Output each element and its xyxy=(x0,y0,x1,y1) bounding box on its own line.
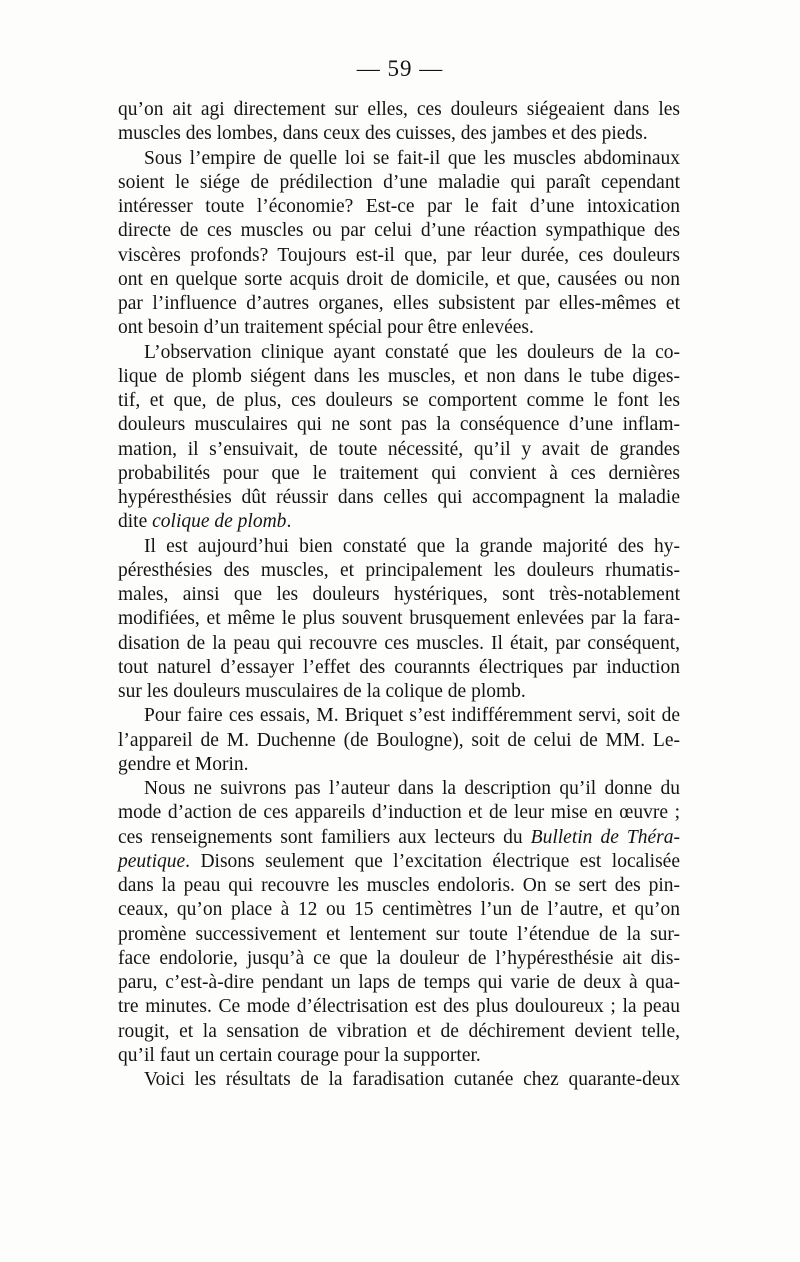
text-line xyxy=(118,850,680,874)
line-text: hypéresthésies dût réussir dans celles qui accompagnent la maladie xyxy=(118,487,680,508)
italic-title: colique de plomb xyxy=(152,511,287,533)
line-text: qu’il faut un certain courage pour la supporter. xyxy=(118,1044,481,1066)
text-line xyxy=(118,171,680,195)
line-text: mation, il s’ensuivait, de toute nécessité, qu’il y avait de grandes xyxy=(118,438,680,460)
line-text: soient le siége de prédilection d’une maladie qui paraît cependant xyxy=(118,171,680,193)
text-line xyxy=(118,341,680,365)
line-text: Il est aujourd’hui bien constaté que la grande majorité des hy- xyxy=(144,535,680,557)
line-text: intéresser toute l’économie? Est-ce par le fait d’une intoxication xyxy=(118,196,680,217)
text-line xyxy=(118,801,680,825)
text-line xyxy=(118,147,680,171)
text-line xyxy=(118,413,680,437)
text-line xyxy=(118,898,680,922)
line-text: Voici les résultats de la faradisation cutanée chez quarante-deux xyxy=(144,1069,680,1090)
text-line xyxy=(118,656,680,680)
line-text: males, ainsi que les douleurs hystériques, sont très-notablement xyxy=(118,584,680,605)
text-line xyxy=(118,292,680,316)
text-line xyxy=(118,947,680,971)
text-line xyxy=(118,389,680,413)
line-text-after: . xyxy=(286,511,292,533)
text-line xyxy=(118,559,680,583)
line-text-after: . Disons seulement que l’excitation électrique est localisée xyxy=(185,850,680,872)
text-line xyxy=(118,583,680,607)
line-text: paru, c’est-à-dire pendant un laps de temps qui varie de deux à qua- xyxy=(118,972,680,993)
line-text: disation de la peau qui recouvre ces muscles. Il était, par conséquent, xyxy=(118,632,680,654)
line-text: tif, et que, de plus, ces douleurs se comportent comme le font les xyxy=(118,390,680,411)
page-number: — 59 — xyxy=(356,56,444,81)
line-text: l’appareil de M. Duchenne (de Boulogne), soit de celui de MM. Le- xyxy=(118,729,680,751)
line-text: dite xyxy=(118,511,153,533)
line-text: directe de ces muscles ou par celui d’une réaction sympathique des xyxy=(118,220,680,242)
line-text: L’observation clinique ayant constaté que les douleurs de la co- xyxy=(144,341,680,363)
line-text: lique de plomb siégent dans les muscles, et non dans le tube diges- xyxy=(118,365,680,387)
line-text: mode d’action de ces appareils d’induction et de leur mise en œuvre ; xyxy=(118,802,680,824)
text-line xyxy=(118,510,680,534)
line-text: ont besoin d’un traitement spécial pour être enlevées. xyxy=(118,317,534,339)
line-text: promène successivement et lentement sur toute l’étendue de la sur- xyxy=(118,923,680,945)
text-line xyxy=(118,923,680,947)
text-line xyxy=(118,826,680,850)
text-line xyxy=(118,438,680,462)
line-text: tout naturel d’essayer l’effet des courannts électriques par induction xyxy=(118,656,680,678)
line-text: sur les douleurs musculaires de la colique de plomb. xyxy=(118,681,526,702)
line-text: viscères profonds? Toujours est-il que, par leur durée, ces douleurs xyxy=(118,244,680,266)
line-text: gendre et Morin. xyxy=(118,753,249,775)
text-line xyxy=(118,244,680,268)
text-line xyxy=(118,219,680,243)
text-line xyxy=(118,1068,680,1092)
line-text: ces renseignements sont familiers aux lecteurs du xyxy=(118,826,531,848)
line-text: ceaux, qu’on place à 12 ou 15 centimètres l’un de l’autre, et qu’on xyxy=(118,899,680,921)
text-line xyxy=(118,316,680,340)
text-line xyxy=(118,535,680,559)
text-line xyxy=(118,753,680,777)
text-line xyxy=(118,632,680,656)
line-text: modifiées, et même le plus souvent brusquement enlevées par la fara- xyxy=(118,608,680,630)
text-line xyxy=(118,995,680,1019)
line-text: Sous l’empire de quelle loi se fait-il que les muscles abdominaux xyxy=(144,147,680,169)
line-text: dans la peau qui recouvre les muscles endoloris. On se sert des pin- xyxy=(118,875,680,896)
text-line xyxy=(118,971,680,995)
line-text: face endolorie, jusqu’à ce que la douleur de l’hypéresthésie ait dis- xyxy=(118,947,680,969)
line-text: par l’influence d’autres organes, elles subsistent par elles-mêmes et xyxy=(118,293,680,314)
text-line xyxy=(118,729,680,753)
text-line xyxy=(118,268,680,292)
text-line xyxy=(118,195,680,219)
text-line xyxy=(118,777,680,801)
text-line xyxy=(118,1020,680,1044)
italic-title: peutique xyxy=(118,850,186,872)
line-text: Pour faire ces essais, M. Briquet s’est indifféremment servi, soit de xyxy=(144,705,680,727)
text-line xyxy=(118,98,680,122)
line-text: rougit, et la sensation de vibration et de déchirement devient telle, xyxy=(118,1020,680,1042)
text-line xyxy=(118,486,680,510)
line-text: douleurs musculaires qui ne sont pas la conséquence d’une inflam- xyxy=(118,414,680,436)
text-line xyxy=(118,680,680,704)
text-line xyxy=(118,365,680,389)
line-text: péresthésies des muscles, et principalement les douleurs rhumatis- xyxy=(118,559,680,581)
line-text: probabilités pour que le traitement qui convient à ces dernières xyxy=(118,462,680,484)
text-line xyxy=(118,874,680,898)
line-text: Nous ne suivrons pas l’auteur dans la description qu’il donne du xyxy=(144,778,680,799)
text-line xyxy=(118,704,680,728)
line-text: muscles des lombes, dans ceux des cuisses, des jambes et des pieds. xyxy=(118,123,648,145)
italic-title: Bulletin de Théra- xyxy=(530,826,681,848)
text-line xyxy=(118,122,680,146)
line-text: qu’on ait agi directement sur elles, ces douleurs siégeaient dans les xyxy=(118,99,680,120)
body-text xyxy=(118,98,680,1092)
text-line xyxy=(118,1044,680,1068)
line-text: tre minutes. Ce mode d’électrisation est des plus douloureux ; la peau xyxy=(118,996,680,1018)
text-line xyxy=(118,462,680,486)
line-text: ont en quelque sorte acquis droit de domicile, et que, causées ou non xyxy=(118,268,680,290)
text-line xyxy=(118,607,680,631)
